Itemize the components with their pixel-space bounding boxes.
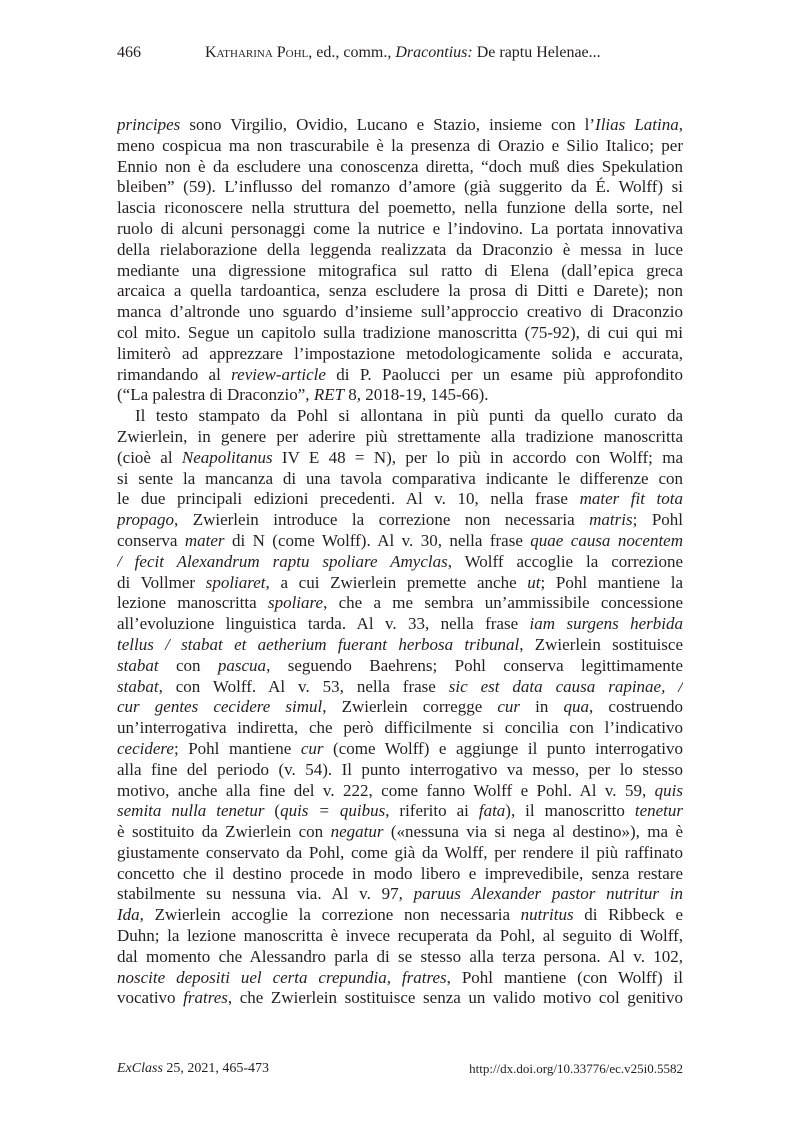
text-segment: , a cui Zwierlein premette anche [265, 572, 528, 592]
text-line [117, 760, 683, 781]
italic-text: quis = quibus [280, 801, 386, 821]
text-line [117, 177, 683, 198]
italic-text: principes [117, 115, 181, 134]
text-segment: meno cospicua ma non trascurabile è la presenza di Orazio e Silio Italico; per [117, 135, 683, 155]
text-segment: , Zwierlein corregge [322, 697, 498, 717]
italic-text: spoliaret [205, 572, 266, 592]
text-line [117, 552, 683, 573]
italic-text: semita nulla tenetur [117, 801, 265, 821]
italic-text: nutritus [520, 905, 574, 925]
italic-text: fratres [183, 988, 228, 1008]
text-segment: ), il manoscritto [505, 801, 635, 821]
text-segment: manca d’altronde uno sguardo d’insieme sull’approccio creativo di Draconzio [117, 302, 683, 322]
text-segment: mediante una digressione mitografica sul ratto di Elena (dall’epica greca [117, 260, 683, 280]
text-segment: all’evoluzione linguistica tarda. Al v. 33, nella frase [117, 614, 530, 634]
text-line [117, 510, 683, 531]
author-name: Katharina Pohl [205, 44, 309, 61]
text-segment: Il testo stampato da Pohl si allontana in più punti da quello curato da [135, 406, 683, 426]
text-segment: , Zwierlein accoglie la correzione non necessaria [139, 905, 521, 925]
page-number: 466 [117, 44, 141, 61]
text-line [117, 281, 683, 302]
text-line [117, 344, 683, 365]
text-line [117, 864, 683, 885]
text-line [117, 697, 683, 718]
text-segment: (cioè al [117, 447, 182, 467]
italic-text: spoliare [267, 593, 324, 613]
text-segment: limiterò ad apprezzare l’impostazione metodologicamente solida e accurata, [117, 343, 683, 363]
text-segment: con [158, 655, 218, 675]
running-title [205, 44, 601, 62]
text-line [117, 136, 683, 157]
text-segment: vocativo [117, 988, 184, 1008]
text-segment: di N (come Wolff). Al v. 30, nella frase [224, 530, 531, 550]
text-segment: , che Zwierlein sostituisce senza un valido motivo col genitivo [227, 988, 683, 1008]
italic-text: qua [563, 697, 590, 717]
text-segment: rimandando al [117, 364, 232, 384]
italic-text: tenetur [634, 801, 683, 821]
italic-text: RET [313, 385, 345, 405]
text-segment: concetto che il destino procede in modo libero e imprevedibile, senza restare [117, 863, 683, 883]
text-segment: conserva [117, 530, 185, 550]
text-segment: in [520, 697, 564, 717]
text-segment: di P. Paolucci per un esame più approfondito [325, 364, 683, 384]
text-line [117, 968, 683, 989]
journal-name: ExClass [117, 1061, 163, 1076]
text-line [117, 718, 683, 739]
text-segment: , che a me sembra un’ammissibile concessione [323, 593, 683, 613]
body-text [117, 115, 683, 1009]
text-segment: un’interrogativa indiretta, che però difficilmente si concilia con l’indicativo [117, 718, 683, 738]
text-segment: IV E 48 = N), per lo più in accordo con Wolff; ma [272, 447, 683, 467]
text-line [117, 739, 683, 760]
text-segment: è sostituito da Zwierlein con [117, 822, 331, 842]
text-segment: motivo, anche alla fine del v. 222, come fanno Wolff e Pohl. Al v. 59, [117, 780, 655, 800]
text-segment: , [678, 115, 683, 134]
work-title-italic: Dracontius: [395, 44, 473, 61]
italic-text: sic est data causa rapinae, / [448, 676, 683, 696]
italic-text: propago [117, 510, 174, 530]
text-segment: ruolo di alcuni personaggi come la nutrice e l’indovino. La portata innovativa [117, 218, 683, 238]
italic-text: Neapolitanus [181, 447, 273, 467]
text-segment: , seguendo Baehrens; Pohl conserva legittimamente [266, 655, 683, 675]
text-segment: arcaica a quella tardoantica, senza escludere la prosa di Ditti e Darete); non [117, 281, 683, 301]
journal-citation [117, 1061, 269, 1077]
text-segment: alla fine del periodo (v. 54). Il punto interrogativo va messo, per lo stesso [117, 759, 683, 779]
text-segment: stabilmente su nessuna via. Al v. 97, [117, 884, 414, 904]
text-segment: lascia riconoscere nella struttura del poemetto, nella funzione della sorte, nel [117, 198, 683, 218]
italic-text: stabat [117, 655, 159, 675]
text-line [117, 157, 683, 178]
text-line [117, 115, 683, 136]
text-line [117, 947, 683, 968]
italic-text: Ida [117, 905, 140, 925]
italic-text: stabat [117, 676, 159, 696]
italic-text: cur gentes cecidere simul [117, 697, 323, 717]
italic-text: / fecit Alexandrum raptu spoliare Amyclas [117, 551, 448, 571]
text-line [117, 781, 683, 802]
text-segment: della rielaborazione della leggenda realizzata da Draconzio è messa in luce [117, 239, 683, 259]
text-segment: («nessuna via si nega al destino»), ma è [383, 822, 683, 842]
text-line [117, 406, 683, 427]
text-line [117, 448, 683, 469]
italic-text: mater fit tota [579, 489, 683, 509]
text-line [117, 302, 683, 323]
text-segment: , Pohl mantiene (con Wolff) il [446, 967, 683, 987]
text-line [117, 385, 683, 406]
text-segment: , Wolff accoglie la correzione [447, 551, 683, 571]
text-line [117, 261, 683, 282]
text-segment: , riferito ai [385, 801, 479, 821]
italic-text: paruus Alexander pastor nutritur in [413, 884, 683, 904]
text-segment: giustamente conservato da Pohl, come già da Wolff, per rendere il più raffinato [117, 842, 683, 862]
text-segment: , Zwierlein introduce la correzione non necessaria [174, 510, 590, 530]
italic-text: cecidere [117, 738, 174, 758]
text-line [117, 573, 683, 594]
text-segment: lezione manoscritta [117, 593, 268, 613]
text-segment: ; Pohl mantiene [173, 738, 301, 758]
italic-text: cur [300, 738, 324, 758]
text-line [117, 240, 683, 261]
text-line [117, 614, 683, 635]
text-segment: ( [264, 801, 281, 821]
text-line [117, 635, 683, 656]
italic-text: Ilias Latina [595, 115, 679, 134]
text-segment: , con Wolff. Al v. 53, nella frase [158, 676, 449, 696]
text-line [117, 593, 683, 614]
italic-text: pascua [217, 655, 267, 675]
italic-text: matris [589, 510, 633, 530]
text-line [117, 656, 683, 677]
text-segment: Zwierlein, in genere per aderire più strettamente alla tradizione manoscritta [117, 426, 683, 446]
doi-link[interactable]: http://dx.doi.org/10.33776/ec.v25i0.5582 [469, 1061, 683, 1076]
italic-text: quae causa nocentem [530, 530, 683, 550]
italic-text: fata [478, 801, 506, 821]
text-segment: di Ribbeck e [573, 905, 683, 925]
italic-text: mater [184, 530, 225, 550]
italic-text: tellus / stabat et aetherium fuerant herbosa tribunal [117, 634, 520, 654]
text-line [117, 323, 683, 344]
text-segment: le due principali edizioni precedenti. Al v. 10, nella frase [117, 489, 580, 509]
text-segment: 8, 2018-19, 145-66). [344, 385, 489, 405]
text-line [117, 531, 683, 552]
text-line [117, 822, 683, 843]
text-line [117, 988, 683, 1009]
text-line [117, 198, 683, 219]
text-line [117, 905, 683, 926]
text-segment: , Zwierlein sostituisce [519, 634, 683, 654]
italic-text: ut [527, 572, 541, 592]
text-line [117, 843, 683, 864]
text-line [117, 427, 683, 448]
text-segment: , costruendo [589, 697, 683, 717]
italic-text: negatur [330, 822, 384, 842]
text-segment: sono Virgilio, Ovidio, Lucano e Stazio, insieme con l’ [180, 115, 596, 134]
text-segment: (come Wolff) e aggiunge il punto interrogativo [323, 738, 683, 758]
text-segment: ; Pohl [632, 510, 683, 530]
text-segment: bleiben” (59). L’influsso del romanzo d’amore (già suggerito da É. Wolff) si [117, 177, 683, 197]
text-segment: Duhn; la lezione manoscritta è invece recuperata da Pohl, al seguito di Wolff, [117, 926, 683, 946]
text-segment: col mito. Segue un capitolo sulla tradizione manoscritta (75-92), di cui qui mi [117, 322, 683, 342]
text-line [117, 677, 683, 698]
text-segment: ; Pohl mantiene la [540, 572, 683, 592]
text-segment: Ennio non è da escludere una conoscenza diretta, “doch muß dies Spekulation [117, 156, 683, 176]
text-line [117, 884, 683, 905]
text-line [117, 801, 683, 822]
italic-text: quis [654, 780, 683, 800]
work-title: De raptu Helenae... [472, 44, 601, 61]
italic-text: iam surgens herbida [529, 614, 683, 634]
italic-text: review-article [231, 364, 326, 384]
text-segment: di Vollmer [117, 572, 206, 592]
text-line [117, 219, 683, 240]
text-segment: (“La palestra di Draconzio”, [117, 385, 314, 405]
italic-text: cur [497, 697, 521, 717]
author-role: , ed., comm., [308, 44, 396, 61]
text-segment: si sente la mancanza di una tavola comparativa indicante le differenze con [117, 468, 683, 488]
text-line [117, 926, 683, 947]
text-segment: dal momento che Alessandro parla di se stesso alla terza persona. Al v. 102, [117, 946, 683, 966]
text-line [117, 489, 683, 510]
italic-text: noscite depositi uel certa crepundia, fratres [117, 967, 447, 987]
volume-pages: 25, 2021, 465-473 [162, 1061, 270, 1076]
text-line [117, 365, 683, 386]
text-line [117, 469, 683, 490]
